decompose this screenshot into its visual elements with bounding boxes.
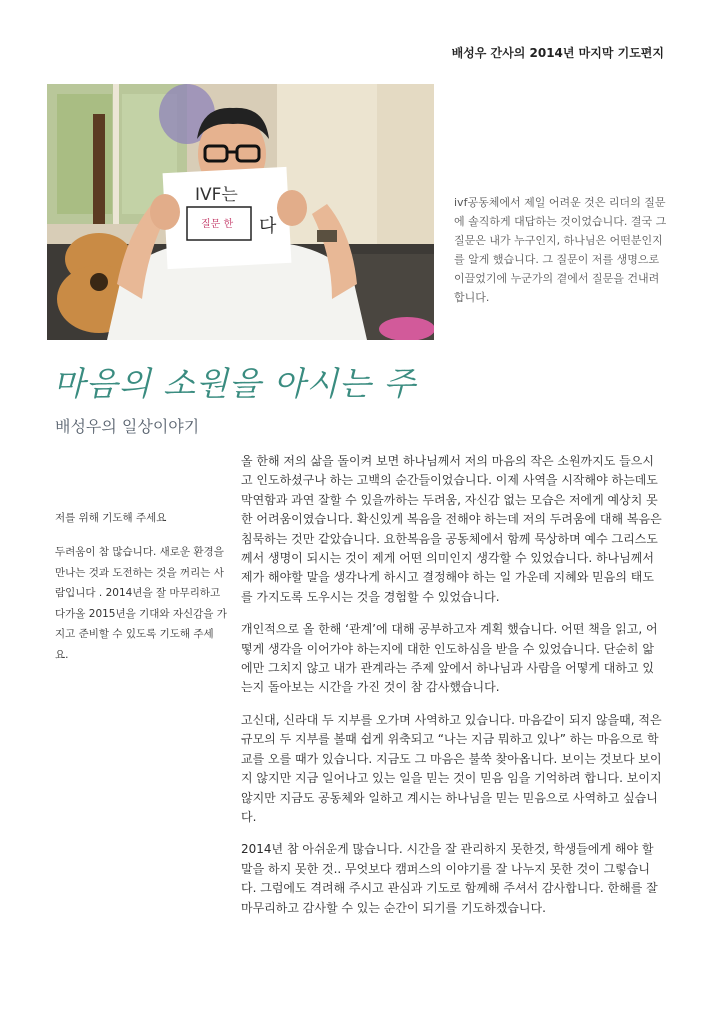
prayer-request-text: 두려움이 참 많습니다. 새로운 환경을 만나는 것과 도전하는 것을 꺼리는 사람입니다 . 2014년을 잘 마무리하고 다가올 2015년을 기대와 자신감을 가지고 준비할 수 있도록 기도해 주세요. bbox=[55, 546, 227, 661]
photo-sign-end: 다 bbox=[259, 216, 277, 237]
body-paragraph: 개인적으로 올 한해 ‘관계’에 대해 공부하고자 계획 했습니다. 어떤 책을 읽고, 어떻게 생각을 이어가야 하는지에 대한 인도하심을 받을 수 있었습니다. 단순히 앎에만 그치지 않고 내가 관계라는 주제 앞에서 하나님과 사람을 어떻게 대하고 있는지 돌아보는 시간을 가진 것이 참 감사했습니다. bbox=[241, 622, 658, 695]
photo-sign-line1: IVF는 bbox=[195, 185, 238, 205]
photo-caption: ivf공동체에서 제일 어려운 것은 리더의 질문에 솔직하게 대답하는 것이었습니다. 결국 그 질문은 내가 누구인지, 하나님은 어떤분인지를 알게 했습니다. 그 질문이 저를 생명으로 이끌었기에 누군가의 곁에서 질문을 건내려 합니다. bbox=[454, 196, 667, 304]
prayer-request-heading: 저를 위해 기도해 주세요 bbox=[55, 512, 167, 524]
article-body bbox=[241, 452, 662, 931]
profile-photo bbox=[47, 84, 434, 340]
article-title: 마음의 소원을 아시는 주 bbox=[53, 364, 417, 403]
body-paragraph: 2014년 참 아쉬운게 많습니다. 시간을 잘 관리하지 못한것, 학생들에게 해야 할 말을 하지 못한 것.. 무엇보다 캠퍼스의 이야기를 잘 나누지 못한 것이 그렇습니다. 그럼에도 격려해 주시고 관심과 기도로 함께해 주셔서 감사합니다. 한해를 잘 마무리하고 감사할 수 있는 순간이 되기를 기도하겠습니다. bbox=[241, 842, 658, 915]
body-paragraph: 올 한해 저의 삶을 돌이켜 보면 하나님께서 저의 마음의 작은 소원까지도 들으시고 인도하셨구나 하는 고백의 순간들이었습니다. 이제 사역을 시작해야 하는데도 막연함과 과연 잘할 수 있을까하는 두려움, 자신감 없는 모습은 저에게 예상치 못한 어려움이였습니다. 확신있게 복음을 전해야 하는데 저의 두려움에 대해 복음은 침묵하는 것만 같았습니다. 요한복음을 공동체에서 함께 묵상하며 예수 그리스도께서 생명이 되시는 것이 제게 어떤 의미인지 생각할 수 있었습니다. 하나님께서 제가 해야할 말을 생각나게 하시고 결정해야 하는 일 가운데 지혜와 믿음의 태도를 가지도록 도우시는 것을 경험할 수 있었습니다. bbox=[241, 454, 662, 604]
article-subtitle: 배성우의 일상이야기 bbox=[55, 417, 200, 436]
photo-sign-box: 질문 한 bbox=[201, 219, 234, 230]
body-paragraph: 고신대, 신라대 두 지부를 오가며 사역하고 있습니다. 마음같이 되지 않을때, 적은 규모의 두 지부를 볼때 쉽게 위축되고 “나는 지금 뭐하고 있나” 하는 마음으로 학교를 오를 때가 있습니다. 지금도 그 마음은 불쑥 찾아옵니다. 보이는 것보다 보이지 않지만 지금 일어나고 있는 일을 믿는 것이 믿음 임을 기억하려 합니다. 보이지 않지만 지금도 공동체와 일하고 계시는 하나님을 믿는 믿음으로 사역하고 싶습니다. bbox=[241, 712, 662, 824]
page-header-title: 배성우 간사의 2014년 마지막 기도편지 bbox=[451, 46, 664, 60]
